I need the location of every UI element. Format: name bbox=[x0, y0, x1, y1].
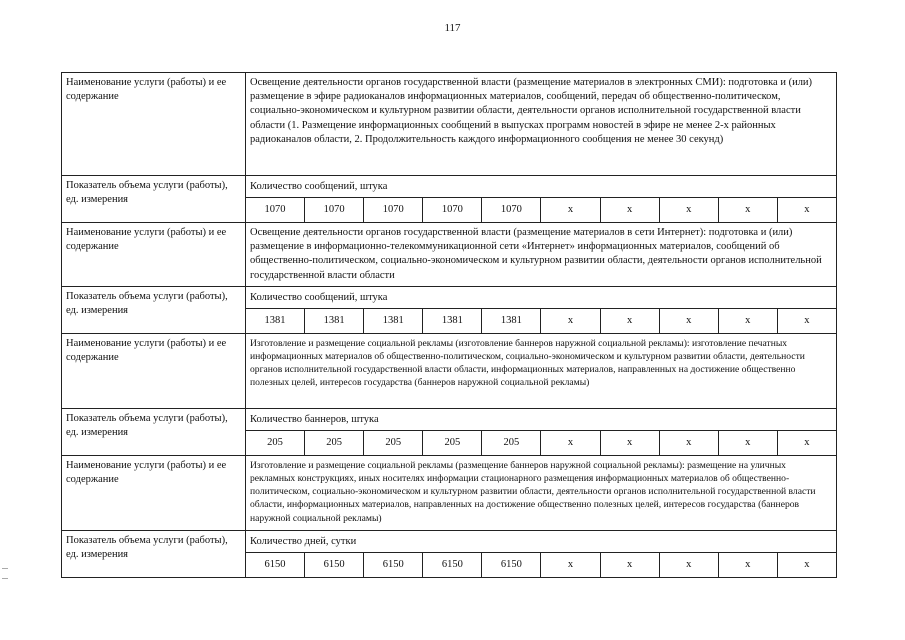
indicator-label: Показатель объема услуги (работы), ед. измерения bbox=[62, 286, 246, 333]
value-cell: 1381 bbox=[481, 309, 540, 333]
services-table bbox=[61, 72, 837, 578]
scan-margin-mark bbox=[2, 578, 8, 579]
values-row bbox=[246, 553, 836, 577]
service-name-label: Наименование услуги (работы) и ее содержание bbox=[62, 333, 246, 408]
service-description: Изготовление и размещение социальной рекламы (размещение баннеров наружной социальной рекламы): размещение на уличных рекламных конструкциях, иных носителях информации стационарного размещения информационных материалов об общественно-политическом, социально-экономическом и культурном развитии области, деятельности органов исполнительной государственной власти области, информационных материалов, направленных на достижение общественно полезных целей, интересов государства (баннеров наружной социальной рекламы) bbox=[246, 455, 837, 530]
indicator-values-cell bbox=[246, 176, 837, 223]
value-cell: х bbox=[600, 553, 659, 577]
value-cell: х bbox=[540, 431, 599, 455]
service-name-row bbox=[62, 73, 837, 176]
value-cell: 205 bbox=[363, 431, 422, 455]
service-description: Изготовление и размещение социальной рекламы (изготовление баннеров наружной социальной рекламы): изготовление печатных информационных материалов об общественно-политическом, социально-экономическом и культурном развитии области, деятельности органов исполнительной государственной власти области, информационных материалов, направленных на достижение общественно полезных целей, интересов государства (баннеров наружной социальной рекламы) bbox=[246, 333, 837, 408]
value-cell: 1381 bbox=[304, 309, 363, 333]
value-cell: х bbox=[659, 431, 718, 455]
indicator-row bbox=[62, 286, 837, 333]
values-row bbox=[246, 198, 836, 222]
value-cell: х bbox=[600, 309, 659, 333]
value-cell: 6150 bbox=[481, 553, 540, 577]
value-cell: 1070 bbox=[304, 198, 363, 222]
indicator-label: Показатель объема услуги (работы), ед. измерения bbox=[62, 408, 246, 455]
service-description: Освещение деятельности органов государственной власти (размещение материалов в сети Интернет): подготовка и (или) размещение в информационно-телекоммуникационной сети «Интернет» информационных материалов, сообщений об общественно-политическом, социально-экономическом и культурном развитии области, деятельности органов исполнительной государственной власти области bbox=[246, 223, 837, 287]
value-cell: х bbox=[659, 198, 718, 222]
value-cell: х bbox=[777, 553, 836, 577]
value-cell: 6150 bbox=[363, 553, 422, 577]
value-cell: 1070 bbox=[422, 198, 481, 222]
value-cell: 1070 bbox=[363, 198, 422, 222]
value-cell: х bbox=[718, 431, 777, 455]
value-cell: 1381 bbox=[422, 309, 481, 333]
indicator-values-cell bbox=[246, 286, 837, 333]
indicator-row bbox=[62, 176, 837, 223]
value-cell: х bbox=[540, 198, 599, 222]
service-name-row bbox=[62, 333, 837, 408]
indicator-row bbox=[62, 530, 837, 577]
value-cell: х bbox=[777, 309, 836, 333]
value-cell: 6150 bbox=[422, 553, 481, 577]
value-cell: х bbox=[600, 198, 659, 222]
value-cell: х bbox=[659, 309, 718, 333]
value-cell: 6150 bbox=[304, 553, 363, 577]
page-number: 117 bbox=[444, 22, 461, 34]
value-cell: 6150 bbox=[264, 558, 286, 570]
indicator-row bbox=[62, 408, 837, 455]
value-cell: х bbox=[718, 198, 777, 222]
service-name-row bbox=[62, 223, 837, 287]
scan-margin-mark bbox=[2, 568, 8, 569]
value-cell: 1381 bbox=[264, 314, 286, 326]
indicator-label: Показатель объема услуги (работы), ед. измерения bbox=[62, 530, 246, 577]
value-cell: х bbox=[777, 431, 836, 455]
values-row bbox=[246, 431, 836, 455]
values-row bbox=[246, 309, 836, 333]
value-cell: 1070 bbox=[264, 204, 286, 215]
value-cell: х bbox=[659, 553, 718, 577]
service-name-label: Наименование услуги (работы) и ее содержание bbox=[62, 455, 246, 530]
service-description: Освещение деятельности органов государственной власти (размещение материалов в электронных СМИ): подготовка и (или) размещение в эфире радиоканалов информационных материалов, сообщений, передач об общественно-политическом, социально-экономическом и культурном развитии области, деятельности органов исполнительной государственной власти области (1. Размещение информационных сообщений в выпусках программ новостей в эфире не менее 2-х районных радиоканалов области, 2. Продолжительность каждого информационного сообщения не менее 30 секунд) bbox=[246, 73, 837, 176]
unit-of-measure: Количество сообщений, штука bbox=[246, 176, 836, 198]
unit-of-measure: Количество баннеров, штука bbox=[246, 409, 836, 431]
value-cell: 205 bbox=[481, 431, 540, 455]
value-cell: х bbox=[600, 431, 659, 455]
value-cell: 1070 bbox=[481, 198, 540, 222]
value-cell: 1381 bbox=[363, 309, 422, 333]
value-cell: х bbox=[777, 198, 836, 222]
value-cell: х bbox=[718, 553, 777, 577]
unit-of-measure: Количество дней, сутки bbox=[246, 531, 836, 553]
indicator-values-cell bbox=[246, 408, 837, 455]
value-cell: х bbox=[540, 553, 599, 577]
value-cell: х bbox=[540, 309, 599, 333]
value-cell: 205 bbox=[267, 436, 283, 448]
value-cell: х bbox=[718, 309, 777, 333]
unit-of-measure: Количество сообщений, штука bbox=[246, 287, 836, 309]
value-cell: 205 bbox=[422, 431, 481, 455]
service-name-label: Наименование услуги (работы) и ее содержание bbox=[62, 73, 246, 176]
indicator-values-cell bbox=[246, 530, 837, 577]
service-name-label: Наименование услуги (работы) и ее содержание bbox=[62, 223, 246, 287]
value-cell: 205 bbox=[304, 431, 363, 455]
service-name-row bbox=[62, 455, 837, 530]
indicator-label: Показатель объема услуги (работы), ед. измерения bbox=[62, 176, 246, 223]
